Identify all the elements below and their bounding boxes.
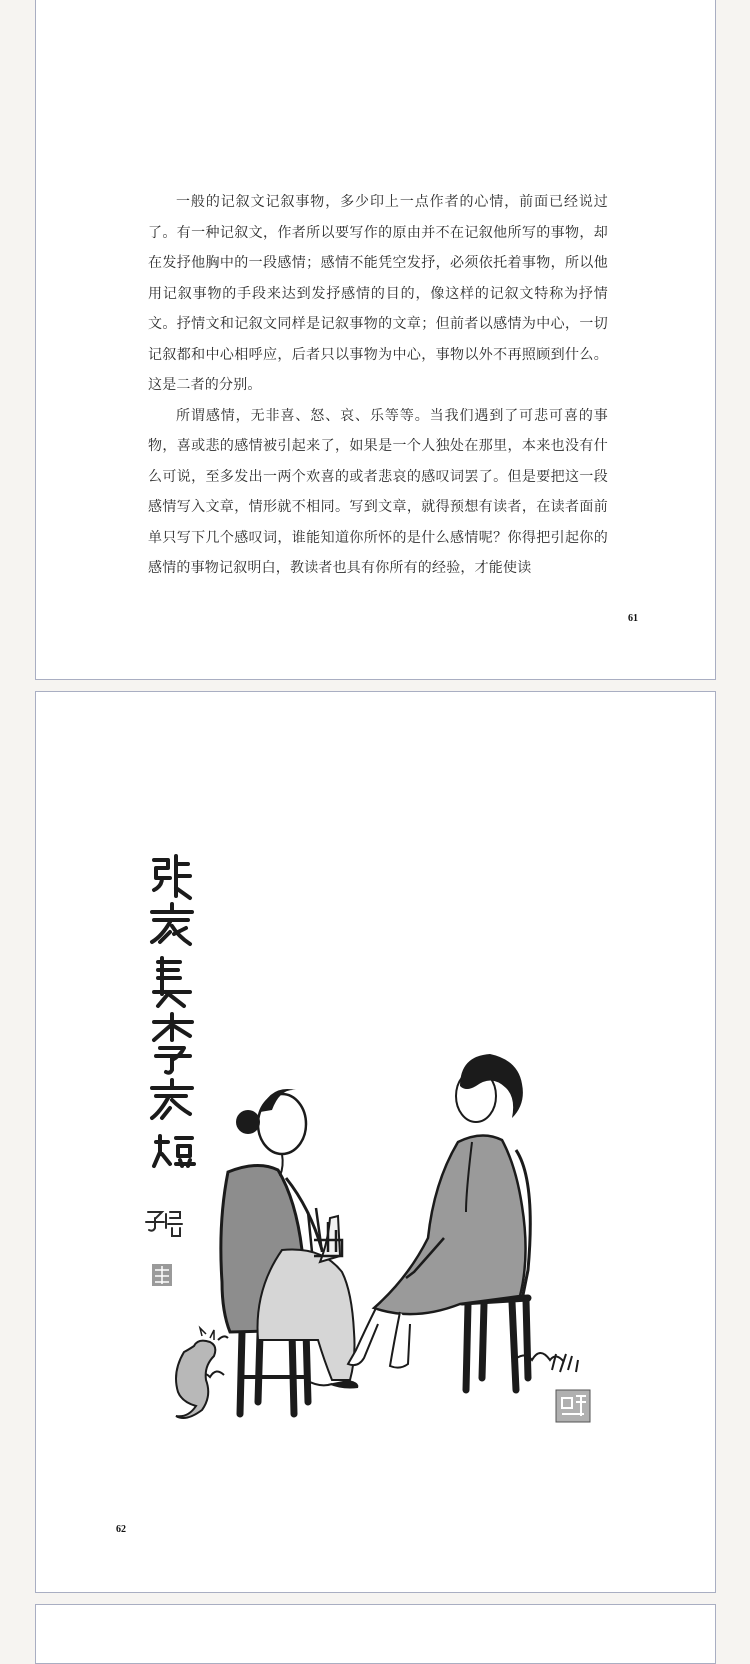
right-woman-figure <box>348 1054 530 1368</box>
paragraph-1: 一般的记叙文记叙事物，多少印上一点作者的心情，前面已经说过了。有一种记叙文，作者所以要写作的原由并不在记叙他所写的事物，却在发抒他胸中的一段感情；感情不能凭空发抒，必须依托着事物，所以他用记叙事物的手段来达到发抒感情的目的，像这样的记叙文特称为抒情文。抒情文和记叙文同样是记叙事物的文章；但前者以感情为中心，一切记叙都和中心相呼应，后者只以事物为中心，事物以外不再照顾到什么。这是二者的分别。 <box>148 194 608 393</box>
body-text <box>148 187 608 584</box>
artist-seal <box>152 1264 172 1286</box>
artist-signature <box>146 1212 182 1236</box>
collector-seal <box>556 1390 590 1422</box>
book-page-63-partial <box>35 1604 716 1664</box>
page-number: 62 <box>116 1524 126 1535</box>
ground-strokes <box>192 1353 578 1377</box>
paragraph-2: 所谓感情，无非喜、怒、哀、乐等等。当我们遇到了可悲可喜的事物，喜或悲的感情被引起来了，如果是一个人独处在那里，本来也没有什么可说，至多发出一两个欢喜的或者悲哀的感叹词罢了。但是要把这一段感情写入文章，情形就不相同。写到文章，就得预想有读者，在读者面前单只写下几个感叹词，谁能知道你所怀的是什么感情呢？你得把引起你的感情的事物记叙明白，教读者也具有你所有的经验，才能使读 <box>148 407 608 576</box>
book-page-61 <box>35 0 716 680</box>
right-stool <box>462 1298 528 1390</box>
calligraphy-title <box>152 856 194 1166</box>
ink-painting-illustration <box>132 842 612 1442</box>
book-page-62 <box>35 691 716 1593</box>
page-number: 61 <box>628 613 638 624</box>
